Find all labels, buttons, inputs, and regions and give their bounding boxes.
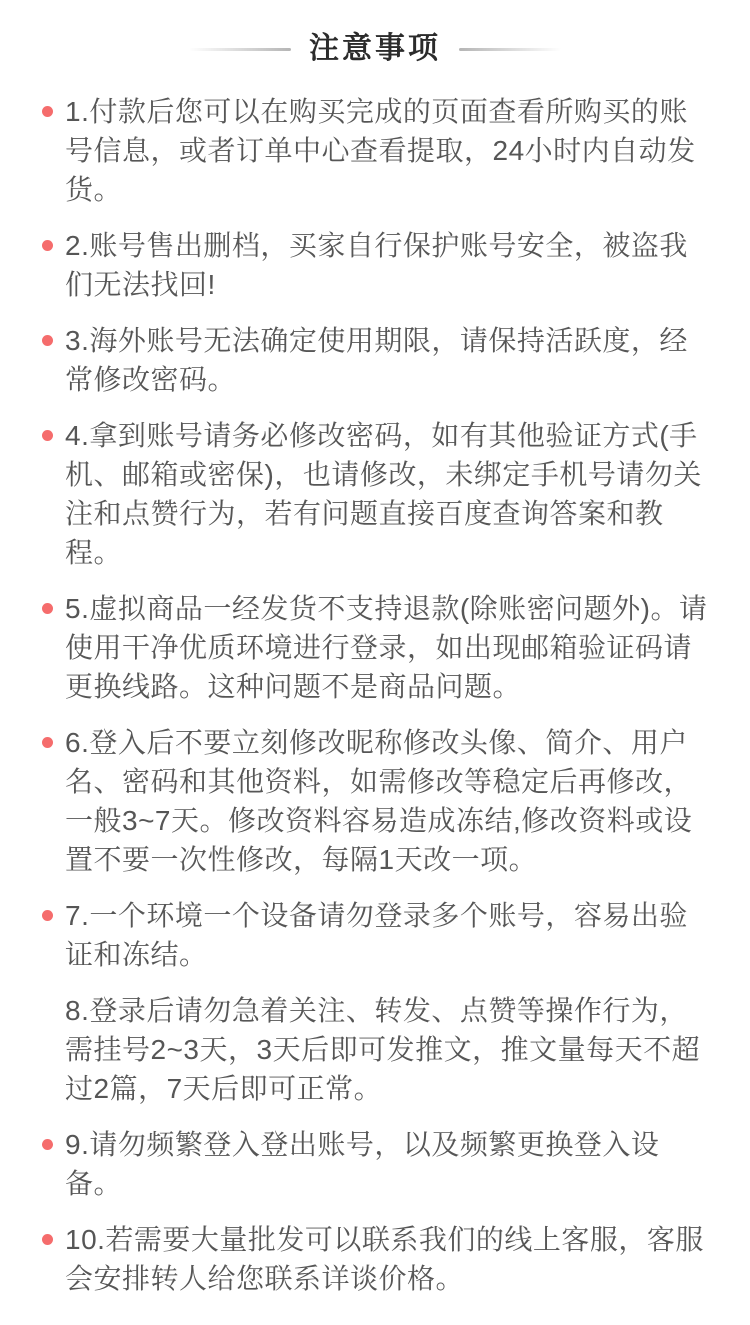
notice-item [65,1220,715,1298]
notice-item-text: 6.登入后不要立刻修改昵称修改头像、简介、用户名、密码和其他资料，如需修改等稳定后再修改，一般3~7天。修改资料容易造成冻结,修改资料或设置不要一次性修改，每隔1天改一项。 [65,727,693,875]
bullet-dot [42,910,53,921]
notice-item [65,226,715,304]
notice-item-text: 10.若需要大量批发可以联系我们的线上客服，客服会安排转人给您联系详谈价格。 [65,1224,704,1294]
notice-list [0,70,750,1325]
notice-item-text: 1.付款后您可以在购买完成的页面查看所购买的账号信息，或者订单中心查看提取，24小时内自动发货。 [65,96,696,205]
bullet-dot [42,1234,53,1245]
notice-item [65,991,715,1108]
notice-item [65,723,715,879]
bullet-dot [42,430,53,441]
notice-item [65,1125,715,1203]
bullet-dot [42,603,53,614]
notice-item [65,896,715,974]
notice-item [65,92,715,209]
notice-item-text: 7.一个环境一个设备请勿登录多个账号，容易出验证和冻结。 [65,900,688,970]
section-header [0,0,750,70]
notice-item [65,416,715,572]
notice-item [65,589,715,706]
bullet-dot [42,240,53,251]
bullet-dot [42,737,53,748]
divider-line-right [459,48,561,51]
notice-item-text: 3.海外账号无法确定使用期限，请保持活跃度，经常修改密码。 [65,325,688,395]
notice-item-text: 4.拿到账号请务必修改密码，如有其他验证方式(手机、邮箱或密保)，也请修改，未绑定手机号请勿关注和点赞行为，若有问题直接百度查询答案和教程。 [65,420,702,568]
notice-item-text: 2.账号售出删档，买家自行保护账号安全，被盗我们无法找回! [65,230,688,300]
bullet-dot [42,106,53,117]
bullet-dot [42,335,53,346]
notice-item-text: 5.虚拟商品一经发货不支持退款(除账密问题外)。请使用干净优质环境进行登录，如出现邮箱验证码请更换线路。这种问题不是商品问题。 [65,593,708,702]
notice-item [65,321,715,399]
notice-item-text: 9.请勿频繁登入登出账号，以及频繁更换登入设备。 [65,1129,660,1199]
notice-item-text: 8.登录后请勿急着关注、转发、点赞等操作行为，需挂号2~3天，3天后即可发推文，推文量每天不超过2篇，7天后即可正常。 [65,995,701,1104]
page-title: 注意事项 [309,32,441,65]
divider-line-left [189,48,291,51]
bullet-dot [42,1139,53,1150]
